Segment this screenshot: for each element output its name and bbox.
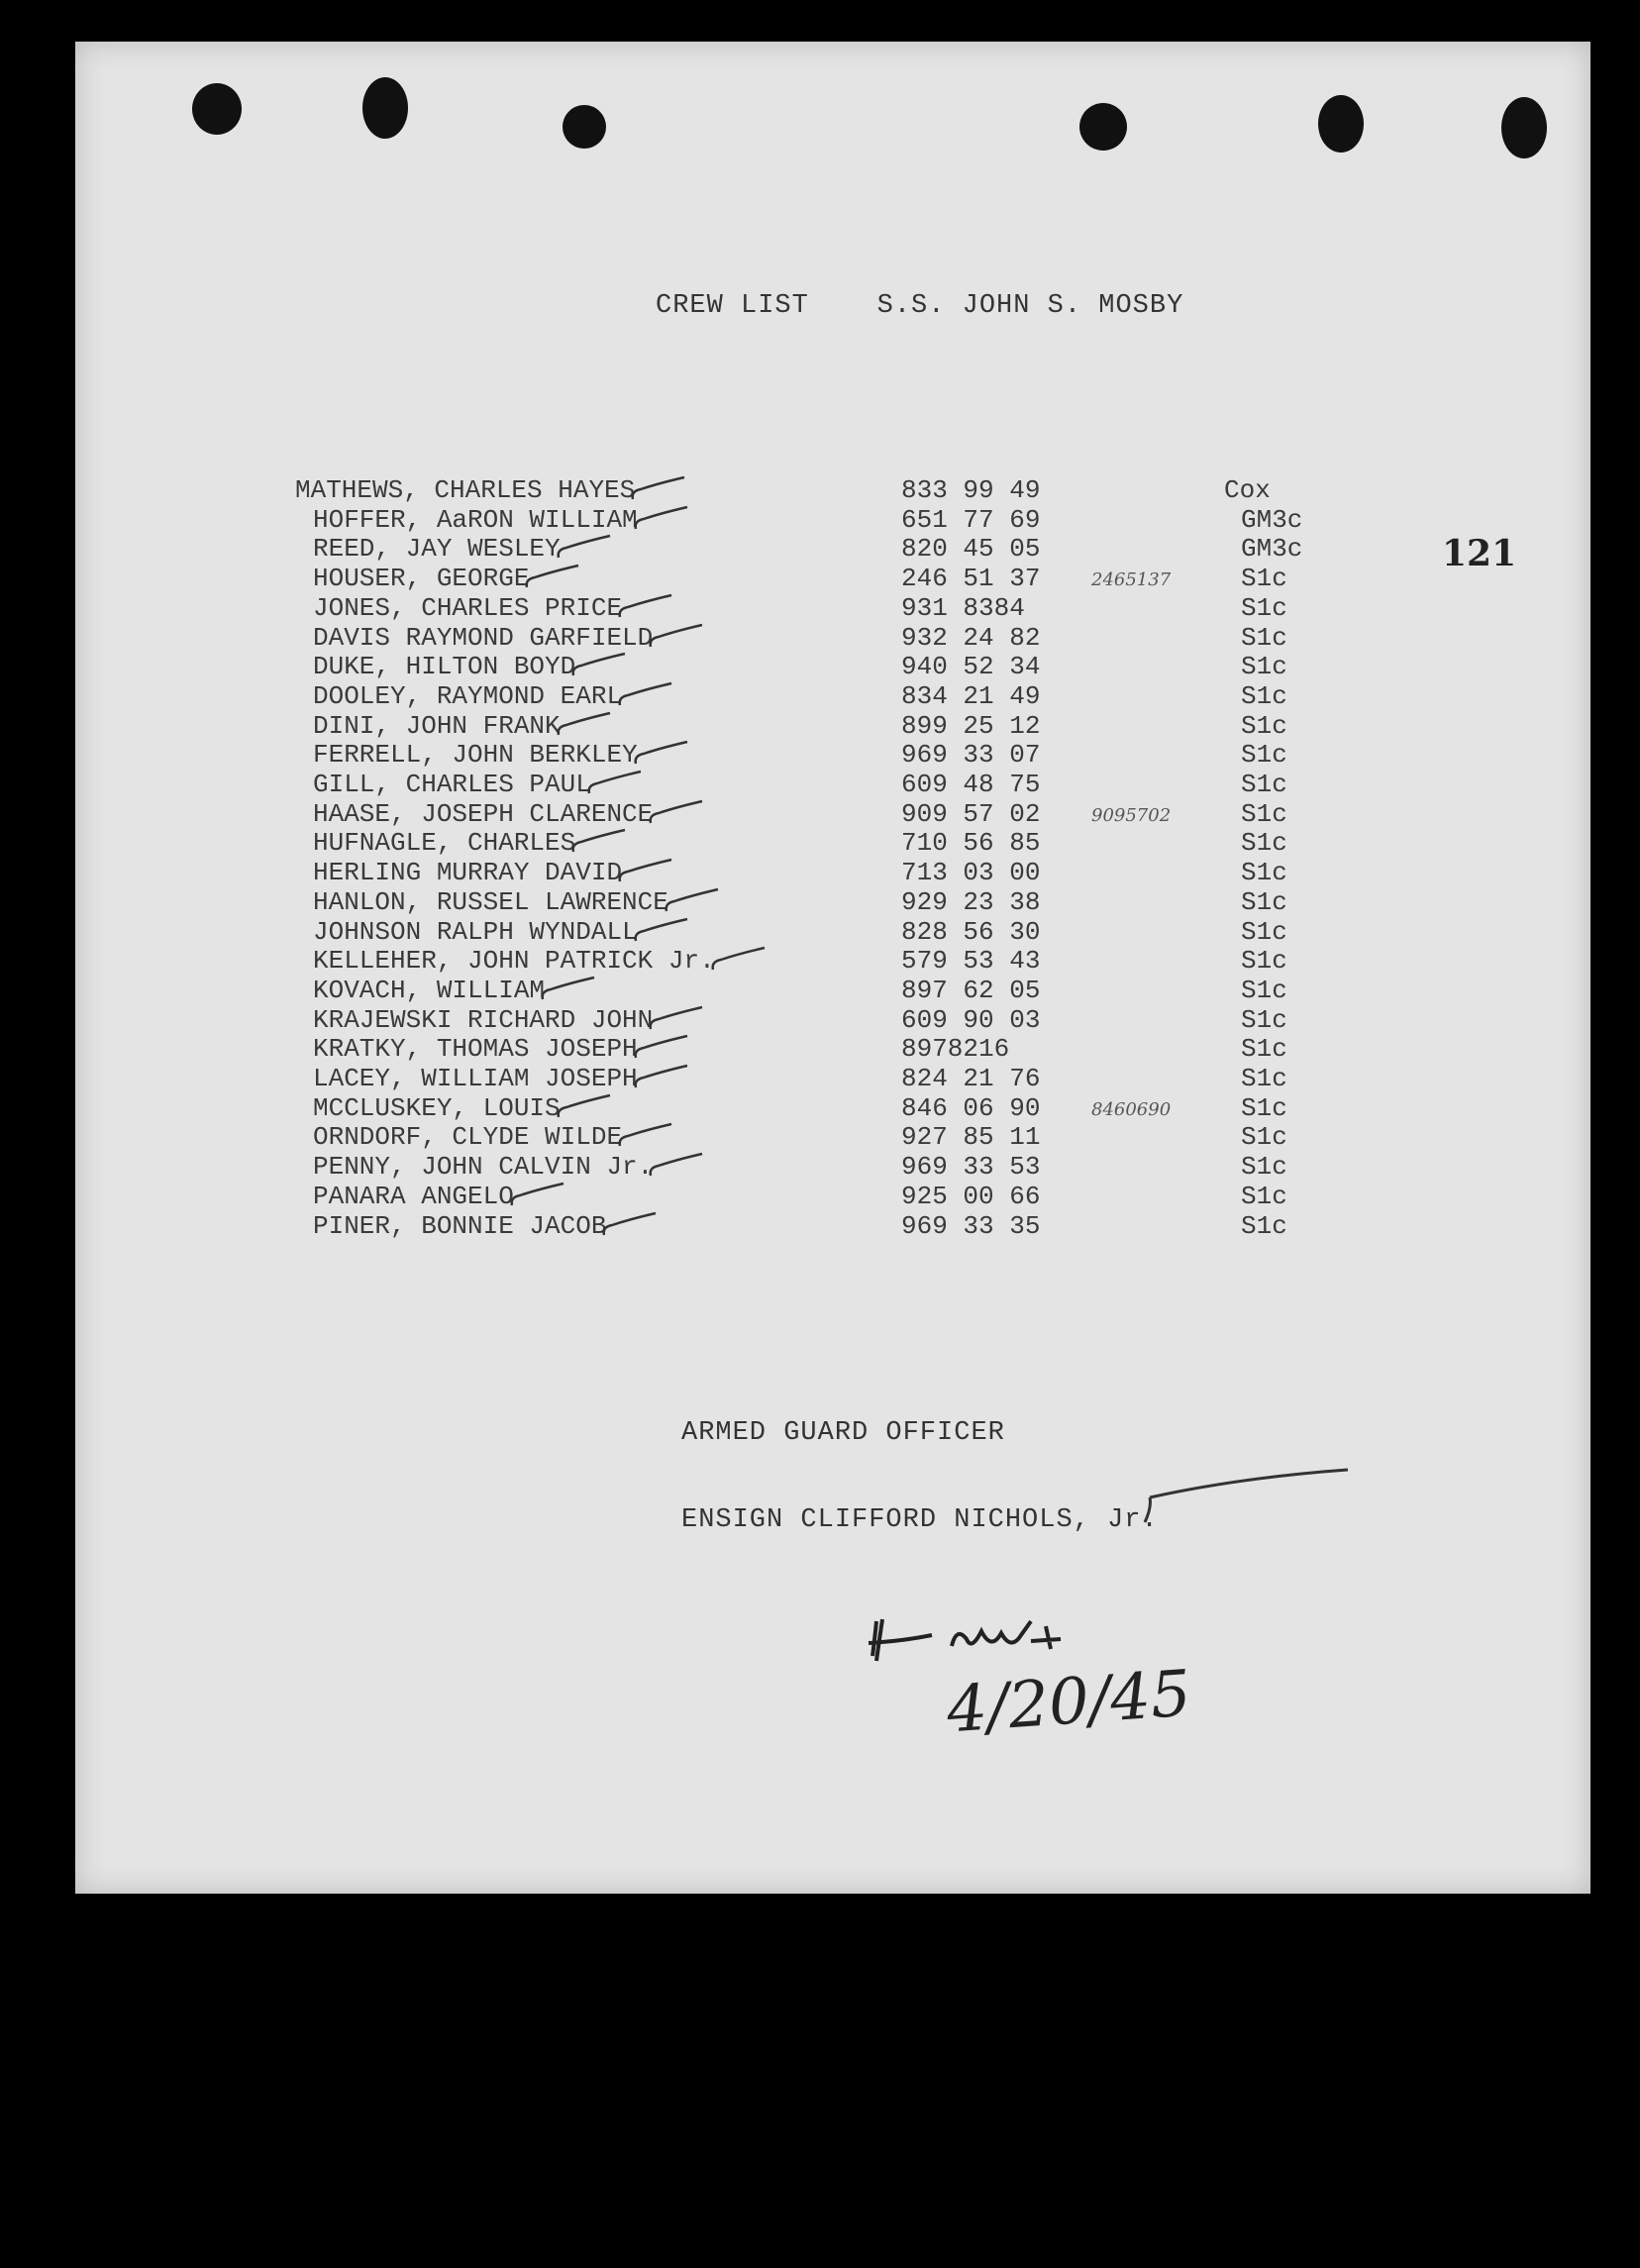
crew-rate: S1c: [1241, 710, 1287, 741]
crew-rate: S1c: [1241, 1210, 1287, 1241]
service-number: 909 57 02: [901, 798, 1041, 829]
crew-name: DUKE, HILTON BOYD: [313, 652, 576, 682]
crew-row: [75, 1093, 1462, 1123]
crew-rate: S1c: [1241, 680, 1287, 711]
check-mark: [632, 1064, 691, 1095]
crew-rate: S1c: [1241, 1122, 1287, 1153]
service-number: 932 24 82: [901, 622, 1041, 653]
handwritten-date: 4/20/45: [944, 1657, 1193, 1748]
check-mark: [647, 799, 706, 831]
check-mark: [647, 623, 706, 655]
service-number: 940 52 34: [901, 652, 1041, 682]
service-number: 609 48 75: [901, 770, 1041, 799]
crew-rate: S1c: [1241, 770, 1287, 799]
service-number: 651 77 69: [901, 504, 1041, 535]
crew-name: KRATKY, THOMAS JOSEPH: [313, 1034, 638, 1065]
check-mark: [523, 564, 582, 595]
service-number: 931 8384: [901, 592, 1025, 623]
check-mark: [585, 770, 645, 801]
handwritten-correction: 8460690: [1091, 1098, 1172, 1120]
crew-row: [75, 652, 1462, 681]
crew-name: HANLON, RUSSEL LAWRENCE: [313, 886, 668, 917]
handwritten-correction: 2465137: [1091, 569, 1172, 591]
service-number: 246 51 37: [901, 564, 1041, 594]
punch-hole: [1079, 103, 1127, 151]
check-mark: [709, 946, 769, 978]
check-mark: [1140, 1468, 1358, 1537]
service-number: 927 85 11: [901, 1122, 1041, 1153]
service-number: 929 23 38: [901, 886, 1041, 917]
crew-name: PANARA ANGELO: [313, 1181, 514, 1211]
crew-name: JOHNSON RALPH WYNDALL: [313, 916, 638, 947]
crew-rate: S1c: [1241, 592, 1287, 623]
crew-row: [75, 887, 1462, 917]
crew-rate: S1c: [1241, 1064, 1287, 1093]
crew-name: DOOLEY, RAYMOND EARL: [313, 680, 623, 711]
service-number: 925 00 66: [901, 1181, 1041, 1211]
check-mark: [555, 711, 614, 743]
crew-name: HAASE, JOSEPH CLARENCE: [313, 798, 654, 829]
crew-row: [75, 858, 1462, 887]
service-number: 969 33 53: [901, 1152, 1041, 1183]
check-mark: [663, 887, 722, 919]
crew-name: FERRELL, JOHN BERKLEY: [313, 740, 638, 771]
crew-row: [75, 1005, 1462, 1035]
service-number: 828 56 30: [901, 916, 1041, 947]
punch-hole: [362, 77, 408, 139]
check-mark: [569, 652, 629, 683]
punch-hole: [192, 83, 242, 135]
crew-row: [75, 946, 1462, 976]
crew-row: [75, 1152, 1462, 1182]
check-mark: [555, 1093, 614, 1125]
officer-heading: ARMED GUARD OFFICER: [681, 1418, 1005, 1448]
crew-name: HERLING MURRAY DAVID: [313, 858, 623, 888]
crew-rate: GM3c: [1241, 504, 1303, 535]
check-mark: [555, 534, 614, 566]
punch-hole: [1318, 95, 1364, 153]
crew-row: [75, 1182, 1462, 1211]
page-number: 121: [1442, 533, 1517, 574]
service-number: 8978216: [901, 1034, 1010, 1065]
crew-row: [75, 1122, 1462, 1152]
crew-row: [75, 917, 1462, 947]
crew-row: [75, 976, 1462, 1005]
crew-name: REED, JAY WESLEY: [313, 534, 561, 565]
service-number: 820 45 05: [901, 534, 1041, 565]
crew-rate: Cox: [1224, 475, 1271, 505]
crew-rate: S1c: [1241, 652, 1287, 682]
crew-rate: S1c: [1241, 946, 1287, 977]
crew-rate: GM3c: [1241, 534, 1303, 565]
service-number: 609 90 03: [901, 1004, 1041, 1035]
crew-name: GILL, CHARLES PAUL: [313, 770, 591, 799]
check-mark: [616, 1122, 675, 1154]
crew-name: HOUSER, GEORGE: [313, 564, 530, 594]
check-mark: [647, 1152, 706, 1184]
crew-name: KRAJEWSKI RICHARD JOHN: [313, 1004, 654, 1035]
service-number: 824 21 76: [901, 1064, 1041, 1093]
crew-row: [75, 1064, 1462, 1093]
service-number: 579 53 43: [901, 946, 1041, 977]
service-number: 969 33 35: [901, 1210, 1041, 1241]
crew-rate: S1c: [1241, 975, 1287, 1005]
crew-row: [75, 711, 1462, 741]
crew-name: ORNDORF, CLYDE WILDE: [313, 1122, 623, 1153]
crew-row: [75, 799, 1462, 829]
crew-rate: S1c: [1241, 740, 1287, 771]
check-mark: [600, 1211, 660, 1243]
punch-hole: [563, 105, 606, 149]
crew-name: DAVIS RAYMOND GARFIELD: [313, 622, 654, 653]
crew-rate: S1c: [1241, 1034, 1287, 1065]
service-number: 899 25 12: [901, 710, 1041, 741]
crew-name: PINER, BONNIE JACOB: [313, 1210, 607, 1241]
crew-name: PENNY, JOHN CALVIN Jr.: [313, 1152, 654, 1183]
crew-row: [75, 740, 1462, 770]
crew-rate: S1c: [1241, 798, 1287, 829]
crew-row: [75, 564, 1462, 593]
crew-rate: S1c: [1241, 622, 1287, 653]
crew-name: DINI, JOHN FRANK: [313, 710, 561, 741]
check-mark: [647, 1005, 706, 1037]
crew-row: [75, 593, 1462, 623]
check-mark: [616, 858, 675, 889]
document-title: CREW LIST S.S. JOHN S. MOSBY: [656, 291, 1184, 321]
officer-name: ENSIGN CLIFFORD NICHOLS, Jr.: [681, 1505, 1159, 1535]
crew-rate: S1c: [1241, 828, 1287, 859]
crew-name: KELLEHER, JOHN PATRICK Jr.: [313, 946, 715, 977]
crew-rate: S1c: [1241, 1152, 1287, 1183]
crew-name: HUFNAGLE, CHARLES: [313, 828, 576, 859]
check-mark: [616, 681, 675, 713]
crew-row: [75, 1034, 1462, 1064]
crew-name: MCCLUSKEY, LOUIS: [313, 1092, 561, 1123]
check-mark: [632, 505, 691, 537]
crew-row: [75, 534, 1462, 564]
check-mark: [629, 475, 688, 507]
crew-row: [75, 828, 1462, 858]
crew-rate: S1c: [1241, 886, 1287, 917]
service-number: 834 21 49: [901, 680, 1041, 711]
crew-rate: S1c: [1241, 1004, 1287, 1035]
service-number: 969 33 07: [901, 740, 1041, 771]
crew-name: JONES, CHARLES PRICE: [313, 592, 623, 623]
check-mark: [632, 740, 691, 772]
service-number: 846 06 90: [901, 1092, 1041, 1123]
crew-row: [75, 623, 1462, 653]
handwritten-correction: 9095702: [1091, 804, 1172, 826]
crew-rate: S1c: [1241, 564, 1287, 594]
service-number: 897 62 05: [901, 975, 1041, 1005]
crew-row: [75, 475, 1462, 505]
check-mark: [569, 828, 629, 860]
crew-rate: S1c: [1241, 1092, 1287, 1123]
crew-rate: S1c: [1241, 916, 1287, 947]
crew-name: LACEY, WILLIAM JOSEPH: [313, 1064, 638, 1093]
crew-name: HOFFER, AaRON WILLIAM: [313, 504, 638, 535]
crew-row: [75, 505, 1462, 535]
crew-rate: S1c: [1241, 1181, 1287, 1211]
crew-name: MATHEWS, CHARLES HAYES: [295, 475, 636, 505]
crew-rate: S1c: [1241, 858, 1287, 888]
crew-name: KOVACH, WILLIAM: [313, 975, 546, 1005]
crew-row: [75, 681, 1462, 711]
crew-row: [75, 770, 1462, 799]
check-mark: [539, 976, 598, 1007]
punch-hole: [1501, 97, 1547, 158]
service-number: 833 99 49: [901, 475, 1041, 505]
crew-row: [75, 1211, 1462, 1241]
check-mark: [508, 1182, 567, 1213]
service-number: 710 56 85: [901, 828, 1041, 859]
check-mark: [616, 593, 675, 625]
check-mark: [632, 1034, 691, 1066]
service-number: 713 03 00: [901, 858, 1041, 888]
document-page: [75, 42, 1590, 1894]
check-mark: [632, 917, 691, 949]
